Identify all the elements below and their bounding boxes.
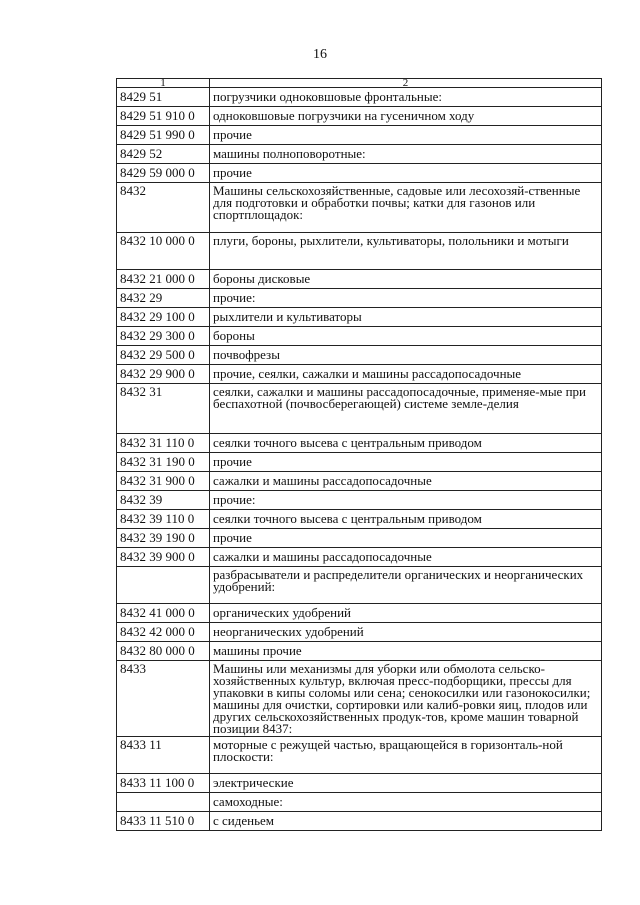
- tariff-code-cell: 8432 42 000 0: [117, 623, 210, 642]
- tariff-code-cell: 8429 51 990 0: [117, 126, 210, 145]
- tariff-code-cell: 8432 29 100 0: [117, 308, 210, 327]
- table-row: [117, 661, 602, 737]
- description-cell: разбрасыватели и распределители органических и неорганических удобрений:: [210, 567, 602, 604]
- tariff-code-cell: 8432: [117, 183, 210, 233]
- table-row: [117, 604, 602, 623]
- description-cell: сеялки точного высева с центральным приводом: [210, 510, 602, 529]
- tariff-code-cell: 8432 29 900 0: [117, 365, 210, 384]
- table-row: [117, 491, 602, 510]
- description-cell: с сиденьем: [210, 812, 602, 831]
- description-cell: почвофрезы: [210, 346, 602, 365]
- tariff-code-cell: 8432 29 500 0: [117, 346, 210, 365]
- tariff-code-cell: 8429 51: [117, 88, 210, 107]
- table-row: [117, 623, 602, 642]
- description-cell: органических удобрений: [210, 604, 602, 623]
- description-cell: самоходные:: [210, 793, 602, 812]
- table-row: [117, 88, 602, 107]
- table-row: [117, 384, 602, 434]
- tariff-code-cell: 8432 41 000 0: [117, 604, 210, 623]
- tariff-code-cell: 8433 11: [117, 737, 210, 774]
- description-cell: сеялки, сажалки и машины рассадопосадочные, применяе-мые при беспахотной (почвосберегающей) системе земле-делия: [210, 384, 602, 434]
- tariff-code-cell: [117, 567, 210, 604]
- column-header-1: 1: [117, 79, 210, 88]
- tariff-code-cell: 8433: [117, 661, 210, 737]
- table-row: [117, 289, 602, 308]
- tariff-code-cell: 8433 11 510 0: [117, 812, 210, 831]
- tariff-code-cell: 8432 80 000 0: [117, 642, 210, 661]
- table-body: [117, 79, 602, 831]
- table-row: [117, 183, 602, 233]
- description-cell: одноковшовые погрузчики на гусеничном ходу: [210, 107, 602, 126]
- description-cell: электрические: [210, 774, 602, 793]
- description-cell: прочие: [210, 126, 602, 145]
- table-row: [117, 233, 602, 270]
- table-header-row: [117, 79, 602, 88]
- description-cell: сеялки точного высева с центральным приводом: [210, 434, 602, 453]
- description-cell: бороны дисковые: [210, 270, 602, 289]
- description-cell: неорганических удобрений: [210, 623, 602, 642]
- table-row: [117, 107, 602, 126]
- description-cell: прочие:: [210, 289, 602, 308]
- table-row: [117, 774, 602, 793]
- table-row: [117, 453, 602, 472]
- description-cell: прочие: [210, 453, 602, 472]
- tariff-code-cell: 8432 39 900 0: [117, 548, 210, 567]
- tariff-code-cell: 8433 11 100 0: [117, 774, 210, 793]
- description-cell: прочие: [210, 164, 602, 183]
- description-cell: Машины или механизмы для уборки или обмолота сельско-хозяйственных культур, включая пресс-подборщики, прессы для упаковки в кипы соломы или сена; сенокосилки или газонокосилки; машины для очистки, сортировки или калиб-ровки яиц, плодов или других сельскохозяйственных продук-тов, кроме машин товарной позиции 8437:: [210, 661, 602, 737]
- table-row: [117, 737, 602, 774]
- description-cell: погрузчики одноковшовые фронтальные:: [210, 88, 602, 107]
- tariff-code-cell: 8432 31: [117, 384, 210, 434]
- table-row: [117, 529, 602, 548]
- table-row: [117, 642, 602, 661]
- page-number: 16: [313, 47, 327, 62]
- tariff-code-cell: 8432 31 190 0: [117, 453, 210, 472]
- tariff-code-cell: 8432 31 900 0: [117, 472, 210, 491]
- table-row: [117, 548, 602, 567]
- description-cell: прочие, сеялки, сажалки и машины рассадопосадочные: [210, 365, 602, 384]
- tariff-code-table: [116, 78, 602, 831]
- description-cell: машины прочие: [210, 642, 602, 661]
- tariff-code-cell: 8429 51 910 0: [117, 107, 210, 126]
- tariff-code-cell: 8432 29 300 0: [117, 327, 210, 346]
- description-cell: бороны: [210, 327, 602, 346]
- tariff-code-cell: 8432 10 000 0: [117, 233, 210, 270]
- description-cell: прочие:: [210, 491, 602, 510]
- table-row: [117, 812, 602, 831]
- description-cell: сажалки и машины рассадопосадочные: [210, 472, 602, 491]
- table-row: [117, 567, 602, 604]
- tariff-code-cell: 8432 39 190 0: [117, 529, 210, 548]
- table-row: [117, 365, 602, 384]
- tariff-code-cell: 8432 39: [117, 491, 210, 510]
- table-row: [117, 164, 602, 183]
- description-cell: машины полноповоротные:: [210, 145, 602, 164]
- table-row: [117, 126, 602, 145]
- tariff-code-cell: 8429 59 000 0: [117, 164, 210, 183]
- table-row: [117, 308, 602, 327]
- description-cell: Машины сельскохозяйственные, садовые или лесохозяй-ственные для подготовки и обработки почвы; катки для газонов или спортплощадок:: [210, 183, 602, 233]
- table-row: [117, 346, 602, 365]
- tariff-code-cell: 8432 21 000 0: [117, 270, 210, 289]
- tariff-code-cell: 8432 39 110 0: [117, 510, 210, 529]
- table-row: [117, 472, 602, 491]
- table-row: [117, 793, 602, 812]
- tariff-code-cell: 8432 29: [117, 289, 210, 308]
- description-cell: плуги, бороны, рыхлители, культиваторы, полольники и мотыги: [210, 233, 602, 270]
- description-cell: сажалки и машины рассадопосадочные: [210, 548, 602, 567]
- description-cell: прочие: [210, 529, 602, 548]
- description-cell: рыхлители и культиваторы: [210, 308, 602, 327]
- table-row: [117, 510, 602, 529]
- column-header-2: 2: [210, 79, 602, 88]
- description-cell: моторные с режущей частью, вращающейся в горизонталь-ной плоскости:: [210, 737, 602, 774]
- tariff-code-cell: [117, 793, 210, 812]
- table-row: [117, 434, 602, 453]
- table-row: [117, 270, 602, 289]
- table-row: [117, 327, 602, 346]
- tariff-code-cell: 8429 52: [117, 145, 210, 164]
- tariff-code-cell: 8432 31 110 0: [117, 434, 210, 453]
- table-row: [117, 145, 602, 164]
